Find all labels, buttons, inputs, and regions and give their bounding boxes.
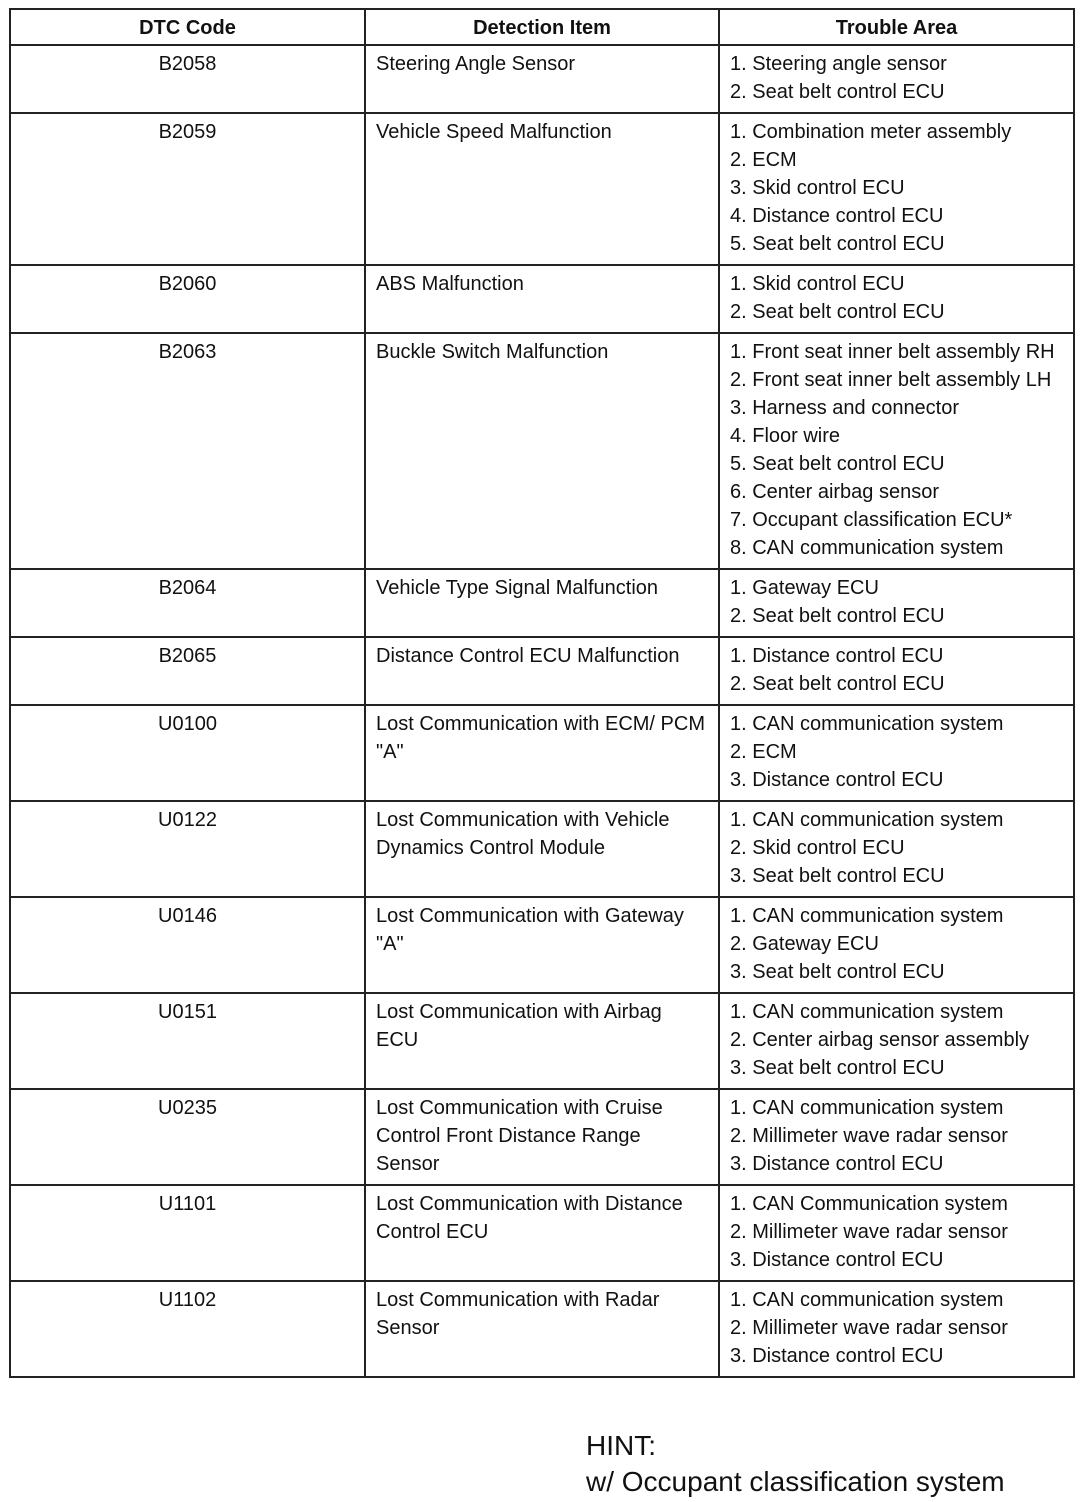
detection-item-cell: Lost Communication with ECM/ PCM "A": [365, 705, 719, 801]
trouble-area-item: 2. Millimeter wave radar sensor: [730, 1317, 1008, 1339]
detection-item-cell: Lost Communication with Vehicle Dynamics Control Module: [365, 801, 719, 897]
table-row: [10, 897, 1074, 993]
detection-item-cell: Lost Communication with Airbag ECU: [365, 993, 719, 1089]
trouble-area-item: 1. Gateway ECU: [730, 577, 879, 599]
detection-item-cell: ABS Malfunction: [365, 265, 719, 333]
trouble-area-item: 2. Skid control ECU: [730, 837, 905, 859]
trouble-area-item: 3. Harness and connector: [730, 397, 960, 419]
trouble-area-cell: [719, 801, 1074, 897]
table-row: [10, 333, 1074, 569]
trouble-area-item: 2. ECM: [730, 741, 797, 763]
trouble-area-cell: [719, 897, 1074, 993]
trouble-area-cell: [719, 993, 1074, 1089]
trouble-area-item: 2. ECM: [730, 149, 797, 171]
detection-item-cell: Vehicle Speed Malfunction: [365, 113, 719, 265]
header-detection-item: Detection Item: [365, 9, 719, 45]
dtc-code-cell: B2063: [10, 333, 365, 569]
dtc-code-cell: U0235: [10, 1089, 365, 1185]
trouble-area-item: 1. Steering angle sensor: [730, 53, 947, 75]
trouble-area-item: 1. CAN Communication system: [730, 1193, 1008, 1215]
table-row: [10, 705, 1074, 801]
trouble-area-item: 2. Seat belt control ECU: [730, 605, 945, 627]
trouble-area-item: 4. Distance control ECU: [730, 205, 944, 227]
trouble-area-item: 3. Distance control ECU: [730, 1153, 944, 1175]
trouble-area-item: 3. Seat belt control ECU: [730, 1057, 945, 1079]
trouble-area-cell: [719, 265, 1074, 333]
detection-item-cell: Vehicle Type Signal Malfunction: [365, 569, 719, 637]
trouble-area-item: 1. Skid control ECU: [730, 273, 905, 295]
table-body: [10, 45, 1074, 1377]
trouble-area-item: 1. CAN communication system: [730, 809, 1004, 831]
dtc-code-cell: B2065: [10, 637, 365, 705]
trouble-area-item: 5. Seat belt control ECU: [730, 233, 945, 255]
detection-item-cell: Lost Communication with Gateway "A": [365, 897, 719, 993]
dtc-code-cell: U0151: [10, 993, 365, 1089]
trouble-area-item: 8. CAN communication system: [730, 537, 1004, 559]
header-dtc-code: DTC Code: [10, 9, 365, 45]
trouble-area-cell: [719, 113, 1074, 265]
trouble-area-item: 2. Millimeter wave radar sensor: [730, 1221, 1008, 1243]
dtc-code-cell: U0122: [10, 801, 365, 897]
trouble-area-cell: [719, 569, 1074, 637]
dtc-code-cell: B2064: [10, 569, 365, 637]
trouble-area-item: 2. Seat belt control ECU: [730, 301, 945, 323]
table-row: [10, 45, 1074, 113]
trouble-area-cell: [719, 333, 1074, 569]
trouble-area-cell: [719, 1185, 1074, 1281]
trouble-area-item: 6. Center airbag sensor: [730, 481, 940, 503]
table-row: [10, 569, 1074, 637]
trouble-area-item: 5. Seat belt control ECU: [730, 453, 945, 475]
trouble-area-item: 3. Skid control ECU: [730, 177, 905, 199]
trouble-area-item: 7. Occupant classification ECU*: [730, 509, 1013, 531]
table-header-row: [10, 9, 1074, 45]
table-row: [10, 1089, 1074, 1185]
table-row: [10, 993, 1074, 1089]
trouble-area-item: 2. Seat belt control ECU: [730, 673, 945, 695]
trouble-area-item: 1. Combination meter assembly: [730, 121, 1012, 143]
trouble-area-item: 2. Millimeter wave radar sensor: [730, 1125, 1008, 1147]
dtc-code-cell: U0146: [10, 897, 365, 993]
table-row: [10, 265, 1074, 333]
table-row: [10, 1185, 1074, 1281]
dtc-code-cell: B2059: [10, 113, 365, 265]
trouble-area-item: 1. CAN communication system: [730, 1289, 1004, 1311]
trouble-area-item: 2. Center airbag sensor assembly: [730, 1029, 1030, 1051]
trouble-area-cell: [719, 705, 1074, 801]
trouble-area-item: 1. Front seat inner belt assembly RH: [730, 341, 1055, 363]
dtc-code-cell: U0100: [10, 705, 365, 801]
dtc-code-cell: U1102: [10, 1281, 365, 1377]
trouble-area-item: 1. CAN communication system: [730, 905, 1004, 927]
detection-item-cell: Lost Communication with Cruise Control Front Distance Range Sensor: [365, 1089, 719, 1185]
dtc-code-cell: B2060: [10, 265, 365, 333]
trouble-area-item: 1. CAN communication system: [730, 713, 1004, 735]
trouble-area-item: 3. Seat belt control ECU: [730, 961, 945, 983]
detection-item-cell: Distance Control ECU Malfunction: [365, 637, 719, 705]
trouble-area-item: 4. Floor wire: [730, 425, 841, 447]
trouble-area-item: 1. CAN communication system: [730, 1097, 1004, 1119]
trouble-area-item: 2. Gateway ECU: [730, 933, 879, 955]
trouble-area-item: 3. Seat belt control ECU: [730, 865, 945, 887]
table-row: [10, 801, 1074, 897]
trouble-area-cell: [719, 1089, 1074, 1185]
detection-item-cell: Steering Angle Sensor: [365, 45, 719, 113]
hint-note: [586, 1428, 1005, 1500]
detection-item-cell: Lost Communication with Distance Control ECU: [365, 1185, 719, 1281]
dtc-code-cell: B2058: [10, 45, 365, 113]
trouble-area-item: 2. Front seat inner belt assembly LH: [730, 369, 1052, 391]
detection-item-cell: Buckle Switch Malfunction: [365, 333, 719, 569]
dtc-table: [9, 8, 1075, 1378]
trouble-area-cell: [719, 45, 1074, 113]
trouble-area-item: 1. Distance control ECU: [730, 645, 944, 667]
trouble-area-cell: [719, 637, 1074, 705]
table-row: [10, 637, 1074, 705]
dtc-code-cell: U1101: [10, 1185, 365, 1281]
trouble-area-cell: [719, 1281, 1074, 1377]
hint-title: HINT:: [586, 1430, 656, 1461]
table-row: [10, 113, 1074, 265]
trouble-area-item: 2. Seat belt control ECU: [730, 81, 945, 103]
trouble-area-item: 3. Distance control ECU: [730, 1249, 944, 1271]
trouble-area-item: 3. Distance control ECU: [730, 769, 944, 791]
header-trouble-area: Trouble Area: [719, 9, 1074, 45]
trouble-area-item: 1. CAN communication system: [730, 1001, 1004, 1023]
hint-text: w/ Occupant classification system: [586, 1466, 1005, 1497]
detection-item-cell: Lost Communication with Radar Sensor: [365, 1281, 719, 1377]
trouble-area-item: 3. Distance control ECU: [730, 1345, 944, 1367]
table-row: [10, 1281, 1074, 1377]
